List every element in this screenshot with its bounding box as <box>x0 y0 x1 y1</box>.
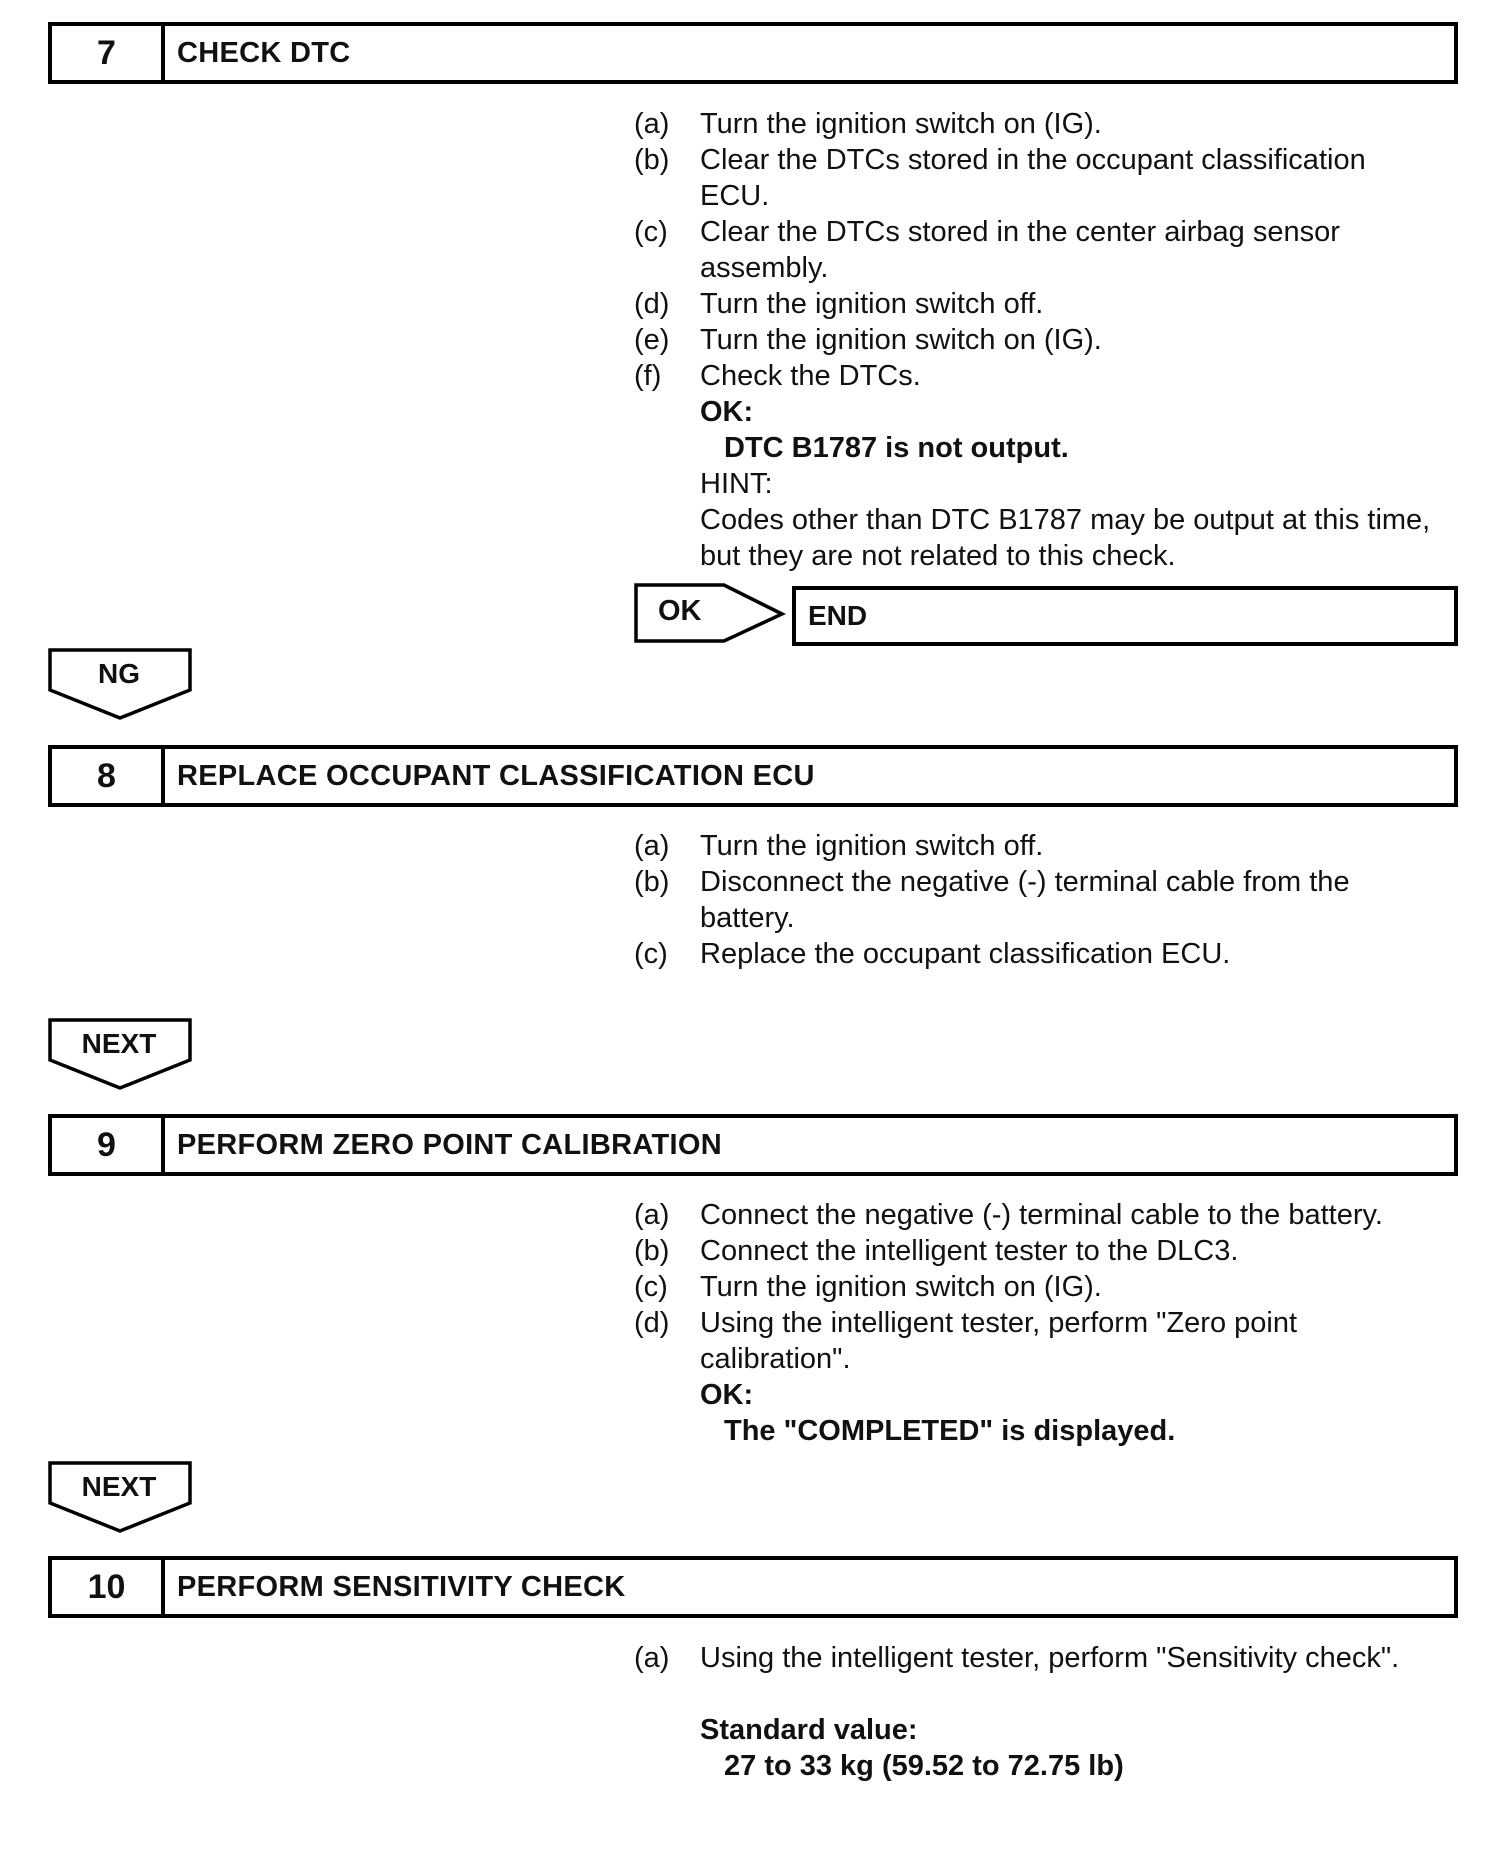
ok-value: The "COMPLETED" is displayed. <box>724 1415 1176 1447</box>
next-label: NEXT <box>81 1471 157 1502</box>
step-10-instructions <box>634 1640 1452 1676</box>
ok-label: OK: <box>700 1379 754 1411</box>
list-item: (f) Check the DTCs. <box>634 360 921 392</box>
list-item: (b) Clear the DTCs stored in the occupant classification ECU. <box>634 144 1366 212</box>
standard-value: 27 to 33 kg (59.52 to 72.75 lb) <box>724 1750 1124 1782</box>
step-title: CHECK DTC <box>177 36 351 69</box>
step-number: 8 <box>52 749 165 803</box>
step-7-instructions <box>634 106 1452 394</box>
list-item: (a) Turn the ignition switch on (IG). <box>634 108 1102 140</box>
ok-label: OK: <box>700 396 754 428</box>
standard-label: Standard value: <box>700 1714 918 1746</box>
list-item: (b) Disconnect the negative (-) terminal cable from the battery. <box>634 866 1350 934</box>
next-arrow <box>48 1461 196 1541</box>
step-8-instructions <box>634 828 1452 972</box>
list-item: (d) Turn the ignition switch off. <box>634 288 1044 320</box>
step-8-header <box>48 745 1458 807</box>
ok-result-label: OK <box>658 595 702 627</box>
step-number: 7 <box>52 26 165 80</box>
step-9-instructions <box>634 1197 1452 1377</box>
step-number: 9 <box>52 1118 165 1172</box>
ok-value: DTC B1787 is not output. <box>724 432 1069 464</box>
ng-label: NG <box>98 658 140 689</box>
step-title: PERFORM SENSITIVITY CHECK <box>177 1570 626 1603</box>
step-9-header <box>48 1114 1458 1176</box>
list-item: (c) Turn the ignition switch on (IG). <box>634 1271 1102 1303</box>
list-item: (c) Clear the DTCs stored in the center airbag sensor assembly. <box>634 216 1340 284</box>
hint-text: Codes other than DTC B1787 may be output at this time, but they are not related to this check. <box>700 504 1431 572</box>
next-label: NEXT <box>81 1028 157 1059</box>
list-item: (b) Connect the intelligent tester to the DLC3. <box>634 1235 1239 1267</box>
step-title: PERFORM ZERO POINT CALIBRATION <box>177 1128 722 1161</box>
step-7-header <box>48 22 1458 84</box>
ng-arrow <box>48 648 196 728</box>
list-item: (a) Connect the negative (-) terminal cable to the battery. <box>634 1199 1383 1231</box>
hint-label: HINT: <box>700 468 773 500</box>
list-item: (c) Replace the occupant classification ECU. <box>634 938 1231 970</box>
next-arrow <box>48 1018 196 1098</box>
list-item: (a) Turn the ignition switch off. <box>634 830 1044 862</box>
list-item: (a) Using the intelligent tester, perform "Sensitivity check". <box>634 1642 1400 1674</box>
end-box: END <box>792 586 1458 646</box>
list-item: (e) Turn the ignition switch on (IG). <box>634 324 1102 356</box>
step-title: REPLACE OCCUPANT CLASSIFICATION ECU <box>177 759 815 792</box>
list-item: (d) Using the intelligent tester, perform "Zero point calibration". <box>634 1307 1298 1375</box>
ok-result-arrow <box>634 583 789 645</box>
step-7-ok-criteria <box>700 394 1460 574</box>
step-9-ok-criteria <box>700 1377 1460 1449</box>
step-10-standard <box>700 1712 1460 1784</box>
step-number: 10 <box>52 1560 165 1614</box>
step-10-header <box>48 1556 1458 1618</box>
